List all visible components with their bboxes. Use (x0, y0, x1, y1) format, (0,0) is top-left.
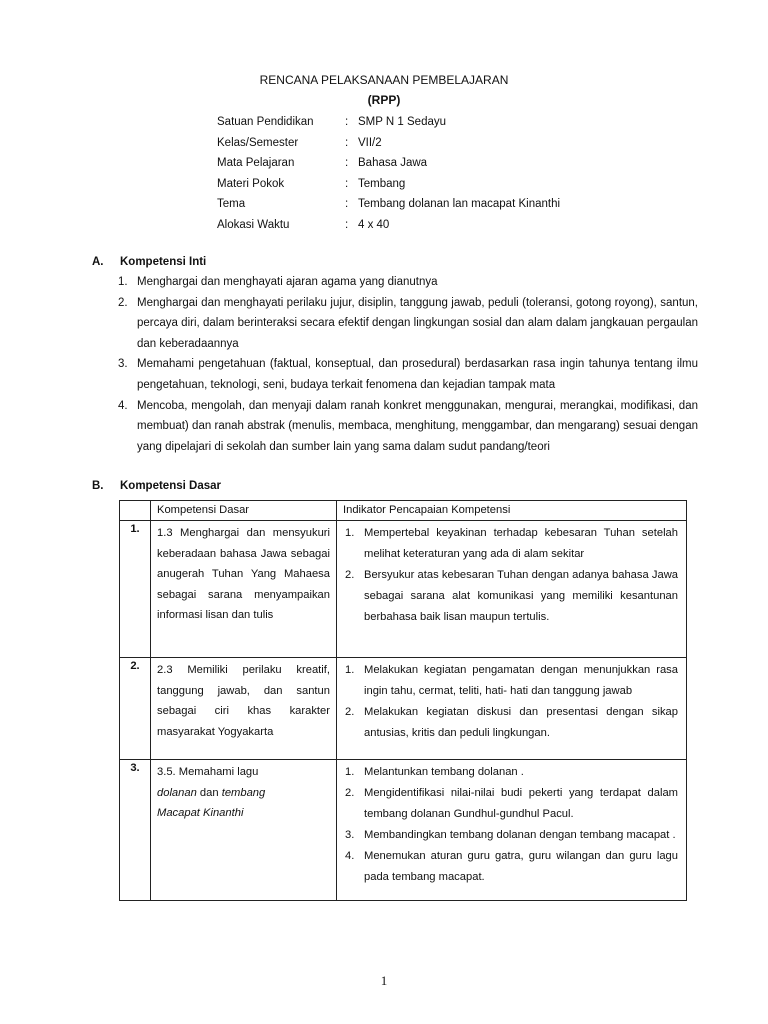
indicator-item (343, 702, 678, 744)
table-row (120, 658, 687, 760)
kd-text-line: 3.5. Memahami lagu (157, 766, 259, 778)
kd-italic-text: tembang (221, 786, 266, 799)
indicator-list (343, 660, 678, 744)
indicator-text: Bersyukur atas kebesaran Tuhan dengan adanya bahasa Jawa sebagai sarana alat komunikasi yang memiliki kesantunan berbahasa baik lisan maupun tertulis. (364, 569, 678, 623)
kd-cell (151, 760, 337, 901)
indicator-text: Mempertebal keyakinan terhadap kebesaran Tuhan setelah melihat keteraturan yang ada di alam sekitar (364, 527, 678, 560)
kompetensi-dasar-table (119, 500, 687, 901)
indicator-number: 1. (345, 664, 355, 676)
indicator-text: Mengidentifikasi nilai-nilai budi pekerti yang terdapat dalam tembang dolanan Gundhul-gundhul Pacul. (364, 787, 678, 820)
info-value: Tembang dolanan lan macapat Kinanthi (358, 198, 561, 210)
info-colon: : (345, 157, 349, 169)
indicator-number: 2. (345, 569, 355, 581)
list-number: 1. (118, 276, 128, 288)
section-title: Kompetensi Inti (120, 256, 207, 268)
list-number: 3. (118, 358, 128, 371)
table-header-kd: Kompetensi Dasar (151, 501, 337, 521)
list-item (118, 354, 698, 395)
indicator-text: Melakukan kegiatan pengamatan dengan menunjukkan rasa ingin tahu, cermat, teliti, hati- hati dan tanggung jawab (364, 664, 678, 697)
table-header-empty (120, 501, 151, 521)
table-header-indikator: Indikator Pencapaian Kompetensi (337, 501, 687, 521)
info-colon: : (345, 177, 349, 190)
info-value: 4 x 40 (358, 218, 390, 231)
row-number: 1. (120, 521, 151, 658)
section-letter: B. (92, 480, 104, 492)
info-colon: : (345, 136, 349, 149)
list-number: 4. (118, 399, 128, 412)
table-row (120, 521, 687, 658)
list-text: Memahami pengetahuan (faktual, konseptual, dan prosedural) berdasarkan rasa ingin tahunya tentang ilmu pengetahuan, teknologi, seni, budaya terkait fenomena dan kejadian tampak mata (137, 358, 698, 391)
info-label: Tema (217, 198, 246, 210)
info-value: Tembang (358, 177, 406, 190)
indicator-text: Melantunkan tembang dolanan . (364, 766, 524, 778)
kompetensi-inti-list (118, 272, 698, 457)
indicator-cell (337, 760, 687, 901)
info-colon: : (345, 218, 349, 231)
identity-block (217, 112, 560, 235)
info-row (217, 194, 560, 215)
info-row (217, 133, 560, 154)
row-number: 3. (120, 760, 151, 901)
indicator-number: 3. (345, 829, 355, 841)
info-row (217, 174, 560, 195)
indicator-text: Membandingkan tembang dolanan dengan tembang macapat . (364, 829, 676, 841)
list-item (118, 272, 698, 293)
indicator-text: Menemukan aturan guru gatra, guru wilangan dan guru lagu pada tembang macapat. (364, 850, 678, 883)
section-a-heading (92, 256, 206, 268)
indicator-cell (337, 521, 687, 658)
table-row (120, 760, 687, 901)
document-title: RENCANA PELAKSANAAN PEMBELAJARAN (259, 73, 509, 87)
page-number: 1 (380, 973, 388, 988)
indicator-number: 1. (345, 527, 355, 539)
info-row (217, 215, 560, 236)
list-text: Mencoba, mengolah, dan menyaji dalam ranah konkret menggunakan, mengurai, merangkai, modifikasi, dan membuat) dan ranah abstrak (menulis, membaca, menghitung, menggambar, dan mengarang) sesuai dengan yang dipelajari di sekolah dan sumber lain yang sama dalam sudut pandang/teori (137, 399, 698, 453)
indicator-number: 2. (345, 706, 355, 718)
indicator-item (343, 783, 678, 825)
row-number: 2. (120, 658, 151, 760)
list-item (118, 293, 698, 355)
kd-text: dan (196, 786, 222, 799)
document-subtitle: (RPP) (367, 93, 401, 107)
indicator-item (343, 565, 678, 628)
indicator-item (343, 825, 678, 846)
info-label: Alokasi Waktu (217, 218, 290, 231)
kd-cell: 2.3 Memiliki perilaku kreatif, tanggung jawab, dan santun sebagai ciri khas karakter masyarakat Yogyakarta (151, 658, 337, 760)
info-colon: : (345, 198, 349, 210)
indicator-number: 1. (345, 766, 355, 778)
section-letter: A. (92, 256, 104, 268)
indicator-item (343, 846, 678, 888)
info-row (217, 153, 560, 174)
indicator-text: Melakukan kegiatan diskusi dan presentasi dengan sikap antusias, kritis dan peduli lingkungan. (364, 706, 678, 739)
indicator-cell (337, 658, 687, 760)
indicator-item (343, 523, 678, 565)
list-item (118, 396, 698, 458)
kd-cell: 1.3 Menghargai dan mensyukuri keberadaan bahasa Jawa sebagai anugerah Tuhan Yang Mahaesa sebagai sarana menyampaikan informasi lisan dan tulis (151, 521, 337, 658)
info-value: Bahasa Jawa (358, 157, 428, 169)
list-text: Menghargai dan menghayati perilaku jujur, disiplin, tanggung jawab, peduli (toleransi, gotong royong), santun, percaya diri, dalam berinteraksi secara efektif dengan lingkungan sosial dan alam dalam jangkauan pergaulan dan keberadaannya (137, 296, 698, 350)
indicator-number: 2. (345, 787, 355, 799)
kd-text-line (157, 787, 265, 799)
kd-italic-text: dolanan (157, 786, 197, 799)
indicator-list (343, 523, 678, 628)
section-title: Kompetensi Dasar (120, 480, 221, 492)
indicator-number: 4. (345, 850, 355, 862)
info-value: SMP N 1 Sedayu (358, 116, 447, 128)
indicator-item (343, 660, 678, 702)
indicator-item (343, 762, 678, 783)
kd-italic-text: Macapat Kinanthi (157, 807, 244, 819)
info-label: Satuan Pendidikan (217, 116, 314, 128)
table-header-row (120, 501, 687, 521)
info-label: Mata Pelajaran (217, 157, 295, 169)
list-text: Menghargai dan menghayati ajaran agama yang dianutnya (137, 276, 438, 288)
indicator-list (343, 762, 678, 888)
section-b-heading (92, 480, 221, 492)
info-label: Kelas/Semester (217, 136, 299, 149)
info-colon: : (345, 116, 349, 128)
info-value: VII/2 (358, 136, 382, 149)
info-label: Materi Pokok (217, 177, 285, 190)
list-number: 2. (118, 296, 128, 309)
info-row (217, 112, 560, 133)
